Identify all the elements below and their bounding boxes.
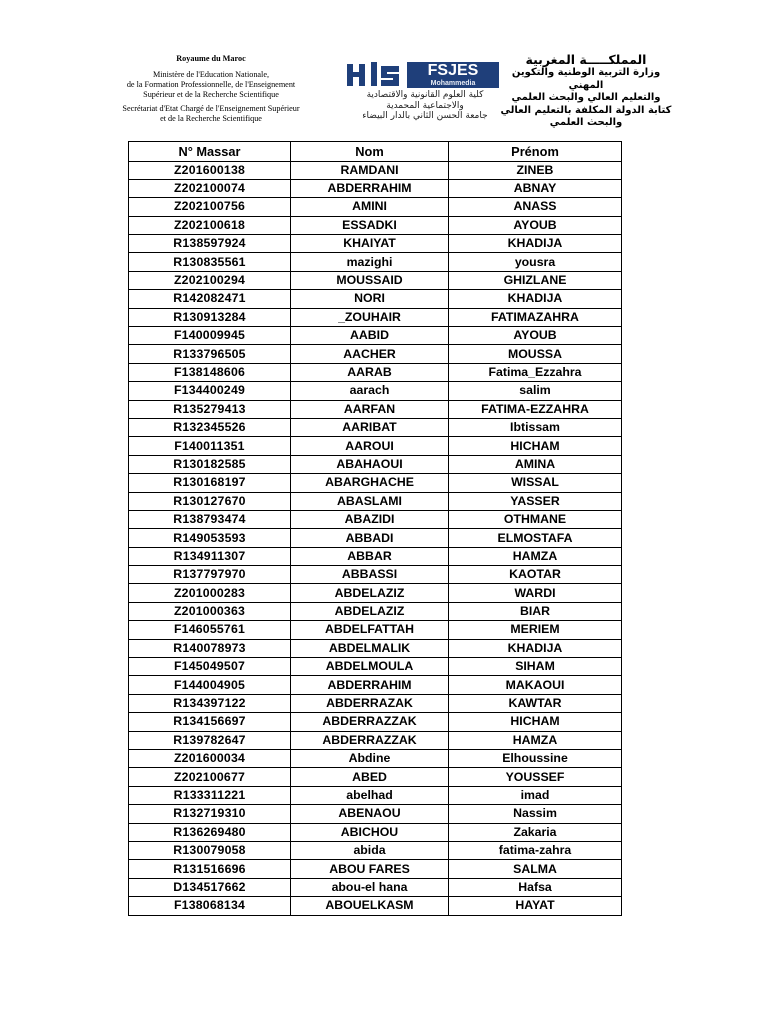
cell-nom: AMINI: [291, 198, 449, 216]
cell-nom: KHAIYAT: [291, 235, 449, 253]
cell-prenom: MERIEM: [449, 621, 622, 639]
table-row: [129, 639, 622, 657]
cell-nom: ABDELFATTAH: [291, 621, 449, 639]
cell-prenom: fatima-zahra: [449, 841, 622, 859]
cell-prenom: ELMOSTAFA: [449, 529, 622, 547]
cell-nom: ABDELAZIZ: [291, 584, 449, 602]
cell-nom: NORI: [291, 290, 449, 308]
cell-nom: ABDERRAHIM: [291, 179, 449, 197]
table-row: [129, 400, 622, 418]
cell-prenom: imad: [449, 786, 622, 804]
logo-text: FSJES: [427, 62, 479, 79]
document-header: [0, 0, 768, 140]
table-row: [129, 676, 622, 694]
table-row: [129, 731, 622, 749]
cell-nom: AAROUI: [291, 437, 449, 455]
cell-nom: ABAZIDI: [291, 510, 449, 528]
cell-prenom: KHADIJA: [449, 290, 622, 308]
cell-nom: AARFAN: [291, 400, 449, 418]
cell-massar: R130182585: [129, 455, 291, 473]
table-row: [129, 235, 622, 253]
cell-prenom: yousra: [449, 253, 622, 271]
cell-nom: AARIBAT: [291, 418, 449, 436]
logo-arabic-line: كلية العلوم القانونية والاقتصادية: [366, 90, 484, 100]
cell-massar: F140011351: [129, 437, 291, 455]
table-row: [129, 290, 622, 308]
cell-massar: R133796505: [129, 345, 291, 363]
table-row: [129, 860, 622, 878]
cell-nom: ABOUELKASM: [291, 897, 449, 915]
cell-nom: ABDERRAZAK: [291, 694, 449, 712]
table-row: [129, 216, 622, 234]
cell-massar: R130127670: [129, 492, 291, 510]
cell-prenom: WARDI: [449, 584, 622, 602]
table-row: [129, 510, 622, 528]
cell-massar: R132345526: [129, 418, 291, 436]
cell-massar: R139782647: [129, 731, 291, 749]
header-right-line: والتعليم العالي والبحث العلمي: [511, 92, 661, 104]
table-row: [129, 547, 622, 565]
cell-massar: R149053593: [129, 529, 291, 547]
table-row: [129, 455, 622, 473]
cell-massar: F138148606: [129, 363, 291, 381]
cell-prenom: GHIZLANE: [449, 271, 622, 289]
logo-arabic-line: جامعة الحسن الثاني بالدار البيضاء: [362, 111, 488, 121]
table-row: [129, 492, 622, 510]
table-row: [129, 823, 622, 841]
cell-prenom: KAOTAR: [449, 566, 622, 584]
table-row: [129, 768, 622, 786]
cell-nom: ABOU FARES: [291, 860, 449, 878]
table-row: [129, 474, 622, 492]
cell-massar: Z201600034: [129, 750, 291, 768]
cell-massar: Z202100294: [129, 271, 291, 289]
table-row: [129, 327, 622, 345]
cell-massar: F146055761: [129, 621, 291, 639]
logo-wordmark: [407, 62, 499, 88]
table-row: [129, 529, 622, 547]
cell-massar: F145049507: [129, 658, 291, 676]
cell-nom: AACHER: [291, 345, 449, 363]
cell-prenom: FATIMAZAHRA: [449, 308, 622, 326]
cell-nom: abelhad: [291, 786, 449, 804]
cell-nom: ABDERRAZZAK: [291, 731, 449, 749]
cell-nom: RAMDANI: [291, 161, 449, 179]
table-row: [129, 161, 622, 179]
cell-prenom: HICHAM: [449, 437, 622, 455]
cell-prenom: ABNAY: [449, 179, 622, 197]
table-row: [129, 382, 622, 400]
cell-massar: R136269480: [129, 823, 291, 841]
cell-massar: F134400249: [129, 382, 291, 400]
table-row: [129, 363, 622, 381]
header-left-line: de la Formation Professionnelle, de l'Enseignement: [126, 80, 296, 89]
cell-nom: ABAHAOUI: [291, 455, 449, 473]
cell-massar: R138793474: [129, 510, 291, 528]
cell-prenom: HAYAT: [449, 897, 622, 915]
cell-nom: MOUSSAID: [291, 271, 449, 289]
column-header-prenom: Prénom: [449, 142, 622, 162]
table-row: [129, 694, 622, 712]
cell-nom: ABDELMALIK: [291, 639, 449, 657]
table-row: [129, 418, 622, 436]
cell-massar: R137797970: [129, 566, 291, 584]
table-row: [129, 897, 622, 915]
cell-massar: R130913284: [129, 308, 291, 326]
column-header-nom: Nom: [291, 142, 449, 162]
header-right-line: وزارة التربية الوطنية والتكوين المهني: [511, 67, 661, 91]
cell-prenom: KAWTAR: [449, 694, 622, 712]
cell-prenom: KHADIJA: [449, 639, 622, 657]
cell-nom: ABARGHACHE: [291, 474, 449, 492]
logo-arabic-text: [345, 90, 505, 122]
table-row: [129, 566, 622, 584]
header-left-ministry: [104, 54, 318, 124]
cell-prenom: Nassim: [449, 805, 622, 823]
logo-city: Mohammedia: [430, 80, 476, 87]
cell-massar: R133311221: [129, 786, 291, 804]
cell-nom: ABBADI: [291, 529, 449, 547]
table-row: [129, 271, 622, 289]
cell-nom: Abdine: [291, 750, 449, 768]
students-table: [128, 141, 622, 916]
cell-massar: R138597924: [129, 235, 291, 253]
cell-nom: aarach: [291, 382, 449, 400]
cell-prenom: MAKAOUI: [449, 676, 622, 694]
cell-massar: R134397122: [129, 694, 291, 712]
header-right-line: كتابة الدولة المكلفة بالتعليم العالي: [500, 104, 672, 116]
cell-prenom: HICHAM: [449, 713, 622, 731]
cell-prenom: SIHAM: [449, 658, 622, 676]
table-row: [129, 713, 622, 731]
cell-prenom: OTHMANE: [449, 510, 622, 528]
university-mark-icon: [345, 60, 405, 88]
cell-prenom: Zakaria: [449, 823, 622, 841]
table-row: [129, 841, 622, 859]
table-row: [129, 308, 622, 326]
header-right-arabic: [500, 52, 672, 130]
cell-nom: ABBASSI: [291, 566, 449, 584]
cell-massar: R140078973: [129, 639, 291, 657]
cell-massar: Z202100074: [129, 179, 291, 197]
cell-prenom: Hafsa: [449, 878, 622, 896]
cell-nom: ABICHOU: [291, 823, 449, 841]
cell-prenom: Elhoussine: [449, 750, 622, 768]
cell-massar: Z201600138: [129, 161, 291, 179]
cell-massar: F144004905: [129, 676, 291, 694]
cell-nom: ESSADKI: [291, 216, 449, 234]
cell-nom: ABED: [291, 768, 449, 786]
header-left-line: Secrétariat d'Etat Chargé de l'Enseignement Supérieur: [122, 104, 300, 113]
table-row: [129, 345, 622, 363]
cell-prenom: YOUSSEF: [449, 768, 622, 786]
header-left-line: Ministère de l'Education Nationale,: [152, 70, 270, 79]
cell-prenom: AMINA: [449, 455, 622, 473]
table-row: [129, 878, 622, 896]
cell-nom: ABBAR: [291, 547, 449, 565]
cell-prenom: MOUSSA: [449, 345, 622, 363]
cell-prenom: ANASS: [449, 198, 622, 216]
table-row: [129, 786, 622, 804]
cell-prenom: HAMZA: [449, 547, 622, 565]
cell-nom: ABDERRAHIM: [291, 676, 449, 694]
cell-massar: R130835561: [129, 253, 291, 271]
cell-massar: F140009945: [129, 327, 291, 345]
cell-massar: R134911307: [129, 547, 291, 565]
cell-massar: Z201000283: [129, 584, 291, 602]
logo-arabic-line: والاجتماعية المحمدية: [386, 100, 464, 111]
table-row: [129, 437, 622, 455]
cell-prenom: Ibtissam: [449, 418, 622, 436]
fsjes-logo: [345, 60, 505, 122]
cell-prenom: HAMZA: [449, 731, 622, 749]
table-row: [129, 253, 622, 271]
header-right-line: المملكـــــة المغربية: [525, 52, 647, 67]
cell-prenom: YASSER: [449, 492, 622, 510]
table-row: [129, 621, 622, 639]
cell-nom: _ZOUHAIR: [291, 308, 449, 326]
cell-prenom: AYOUB: [449, 327, 622, 345]
header-left-line: Royaume du Maroc: [176, 54, 246, 63]
cell-nom: AABID: [291, 327, 449, 345]
cell-massar: R130168197: [129, 474, 291, 492]
table-row: [129, 602, 622, 620]
table-header-row: [129, 142, 622, 162]
cell-massar: R135279413: [129, 400, 291, 418]
cell-prenom: salim: [449, 382, 622, 400]
cell-nom: ABDELMOULA: [291, 658, 449, 676]
cell-prenom: AYOUB: [449, 216, 622, 234]
cell-nom: AARAB: [291, 363, 449, 381]
cell-prenom: FATIMA-EZZAHRA: [449, 400, 622, 418]
cell-prenom: BIAR: [449, 602, 622, 620]
cell-nom: ABDELAZIZ: [291, 602, 449, 620]
table-row: [129, 658, 622, 676]
header-left-line: et de la Recherche Scientifique: [160, 114, 262, 123]
column-header-massar: N° Massar: [129, 142, 291, 162]
header-right-line: والبحث العلمي: [549, 117, 623, 129]
table-row: [129, 198, 622, 216]
cell-massar: R142082471: [129, 290, 291, 308]
table-row: [129, 750, 622, 768]
cell-massar: F138068134: [129, 897, 291, 915]
cell-prenom: Fatima_Ezzahra: [449, 363, 622, 381]
cell-massar: Z201000363: [129, 602, 291, 620]
cell-nom: abou-el hana: [291, 878, 449, 896]
cell-massar: R134156697: [129, 713, 291, 731]
cell-prenom: ZINEB: [449, 161, 622, 179]
cell-massar: Z202100677: [129, 768, 291, 786]
cell-prenom: WISSAL: [449, 474, 622, 492]
cell-massar: D134517662: [129, 878, 291, 896]
cell-nom: abida: [291, 841, 449, 859]
cell-massar: R131516696: [129, 860, 291, 878]
table-row: [129, 805, 622, 823]
cell-massar: R130079058: [129, 841, 291, 859]
cell-massar: Z202100756: [129, 198, 291, 216]
cell-massar: R132719310: [129, 805, 291, 823]
cell-massar: Z202100618: [129, 216, 291, 234]
table-row: [129, 179, 622, 197]
header-left-line: Supérieur et de la Recherche Scientifique: [143, 90, 279, 99]
cell-prenom: KHADIJA: [449, 235, 622, 253]
cell-prenom: SALMA: [449, 860, 622, 878]
table-row: [129, 584, 622, 602]
cell-nom: ABENAOU: [291, 805, 449, 823]
cell-nom: ABASLAMI: [291, 492, 449, 510]
cell-nom: mazighi: [291, 253, 449, 271]
cell-nom: ABDERRAZZAK: [291, 713, 449, 731]
